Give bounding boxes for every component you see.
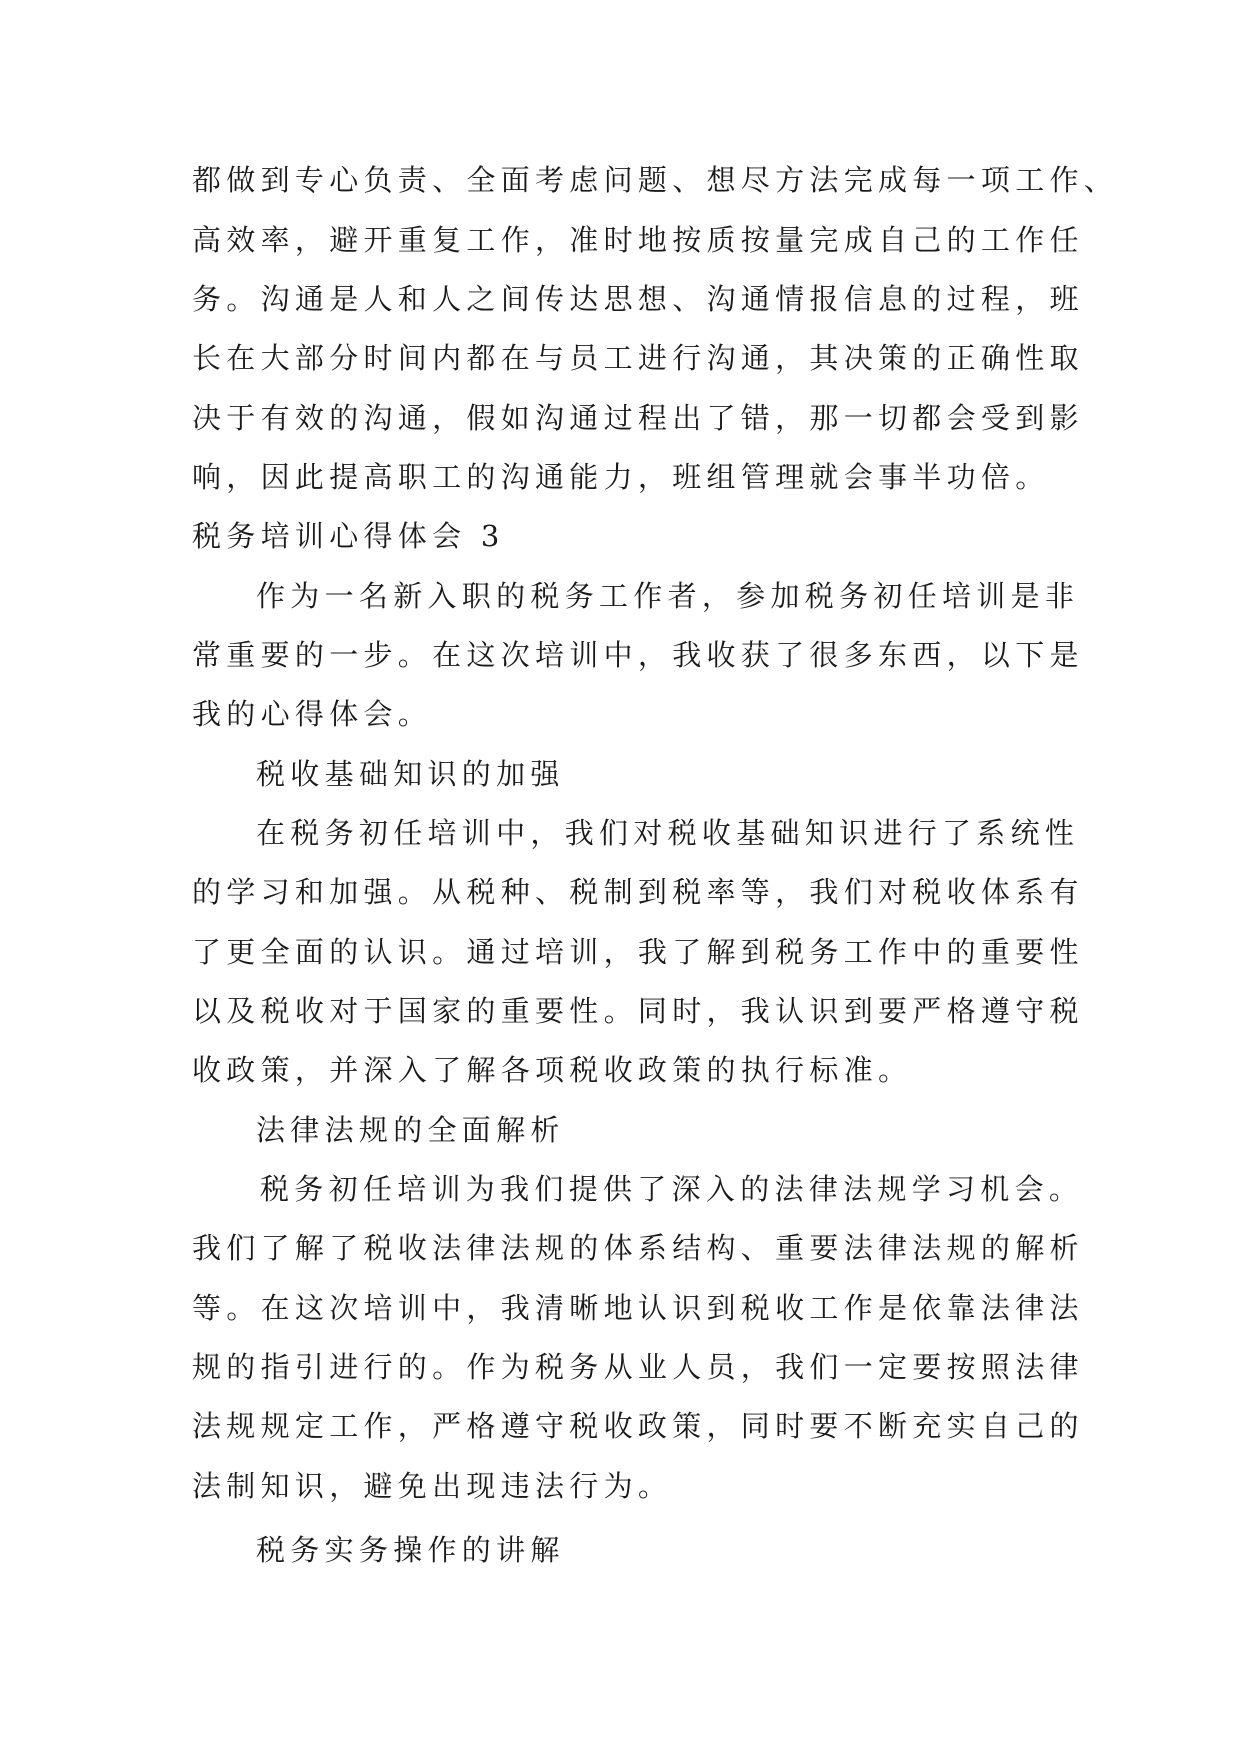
subheading: 税收基础知识的加强 bbox=[256, 757, 565, 791]
paragraph-line: 税务初任培训为我们提供了深入的法律法规学习机会。 bbox=[260, 1172, 1084, 1206]
subheading: 税务实务操作的讲解 bbox=[256, 1533, 565, 1567]
paragraph-line: 法制知识，避免出现违法行为。 bbox=[192, 1469, 673, 1503]
paragraph-line: 了更全面的认识。通过培训，我了解到税务工作中的重要性 bbox=[192, 935, 1084, 969]
paragraph-line: 常重要的一步。在这次培训中，我收获了很多东西，以下是 bbox=[192, 638, 1084, 672]
section-title: 税务培训心得体会 3 bbox=[192, 519, 505, 553]
paragraph-line: 的学习和加强。从税种、税制到税率等，我们对税收体系有 bbox=[192, 875, 1084, 909]
paragraph-line: 规的指引进行的。作为税务从业人员，我们一定要按照法律 bbox=[192, 1350, 1084, 1384]
paragraph-line: 法规规定工作，严格遵守税收政策，同时要不断充实自己的 bbox=[192, 1409, 1084, 1443]
paragraph-line: 作为一名新入职的税务工作者，参加税务初任培训是非 bbox=[256, 579, 1080, 613]
paragraph-line: 决于有效的沟通，假如沟通过程出了错，那一切都会受到影 bbox=[192, 401, 1084, 435]
paragraph-line: 长在大部分时间内都在与员工进行沟通，其决策的正确性取 bbox=[192, 341, 1084, 375]
paragraph-line: 我们了解了税收法律法规的体系结构、重要法律法规的解析 bbox=[192, 1231, 1084, 1265]
paragraph-line: 响，因此提高职工的沟通能力，班组管理就会事半功倍。 bbox=[192, 460, 1050, 494]
paragraph-line: 都做到专心负责、全面考虑问题、想尽方法完成每一项工作、 bbox=[192, 163, 1119, 197]
paragraph-line: 在税务初任培训中，我们对税收基础知识进行了系统性 bbox=[256, 816, 1080, 850]
paragraph-line: 收政策，并深入了解各项税收政策的执行标准。 bbox=[192, 1053, 913, 1087]
paragraph-line: 务。沟通是人和人之间传达思想、沟通情报信息的过程，班 bbox=[192, 282, 1084, 316]
paragraph-line: 以及税收对于国家的重要性。同时，我认识到要严格遵守税 bbox=[192, 994, 1084, 1028]
paragraph-line: 高效率，避开重复工作，准时地按质按量完成自己的工作任 bbox=[192, 223, 1084, 257]
paragraph-line: 我的心得体会。 bbox=[192, 697, 433, 731]
paragraph-line: 等。在这次培训中，我清晰地认识到税收工作是依靠法律法 bbox=[192, 1291, 1084, 1325]
subheading: 法律法规的全面解析 bbox=[256, 1113, 565, 1147]
